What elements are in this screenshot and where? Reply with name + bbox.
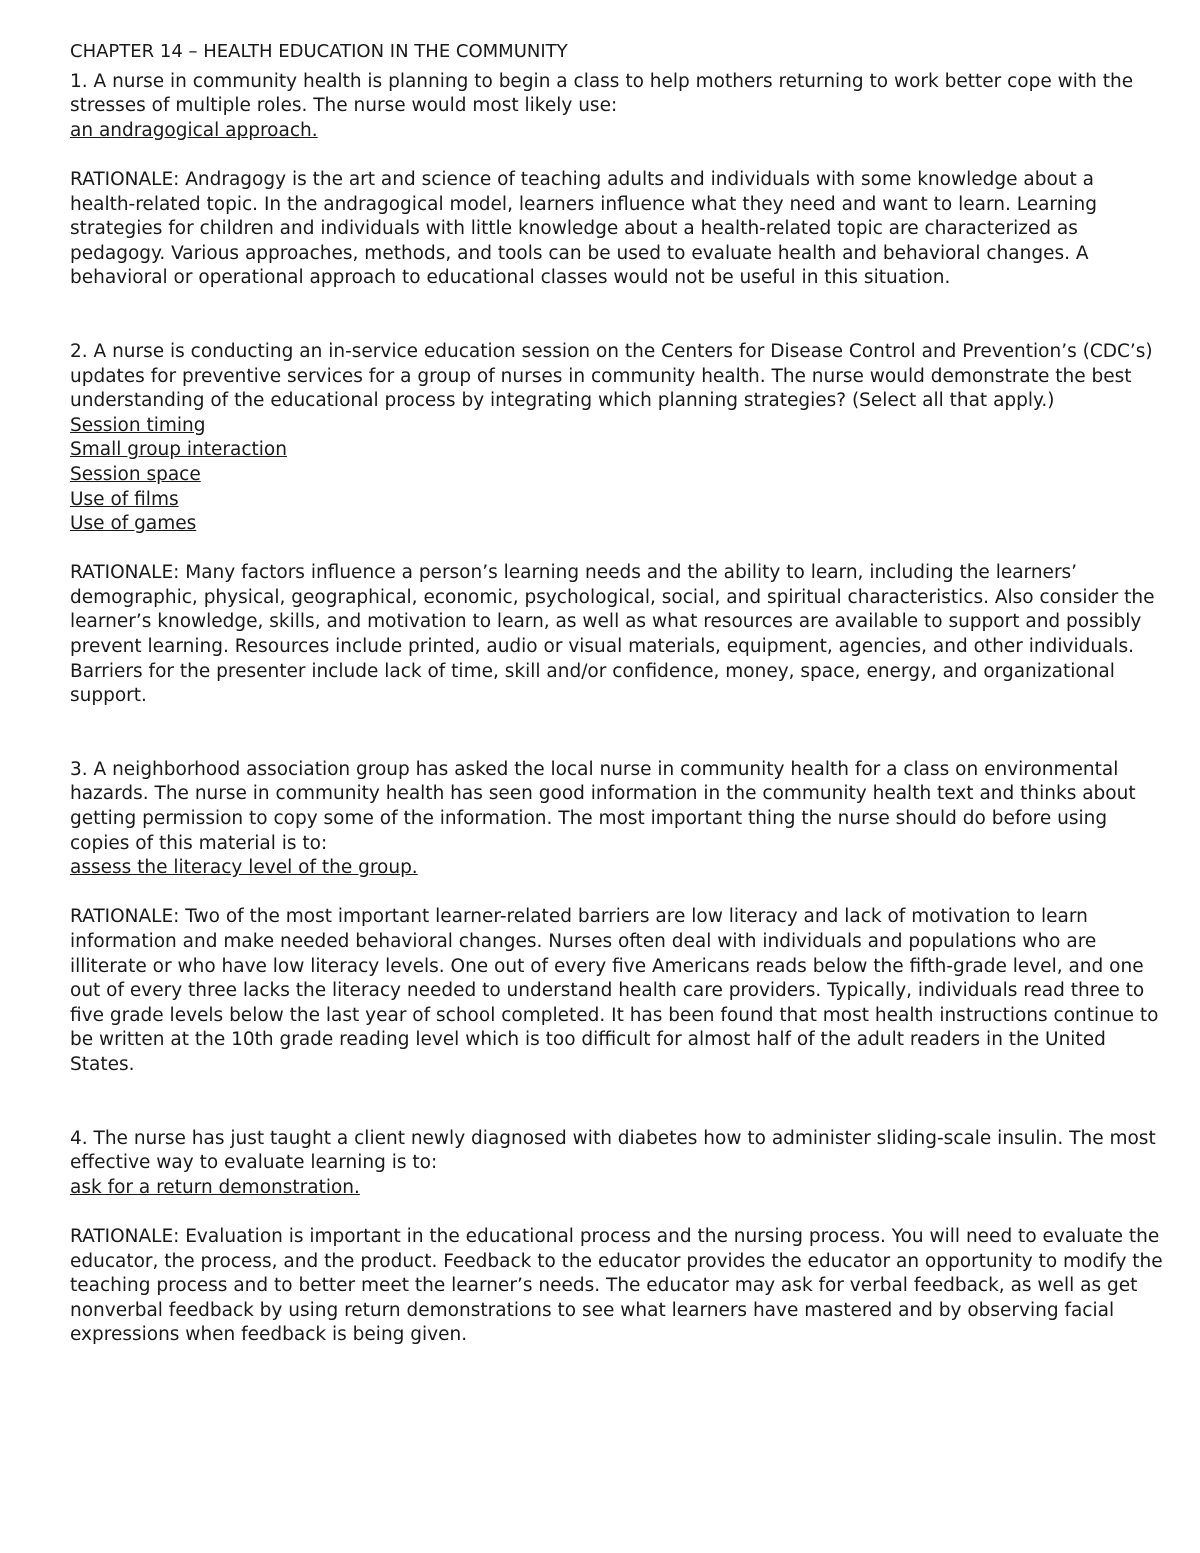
rationale: RATIONALE: Many factors influence a person’s learning needs and the ability to learn, including the learners’ demographic, physical, geographical, economic, psychological, social, and spiritual characteristics. Also consider the learner’s knowledge, skills, and motivation to learn, as well as what resources are available to support and possibly prevent learning. Resources include printed, audio or visual materials, equipment, agencies, and other individuals. Barriers for the presenter include lack of time, skill and/or confidence, money, space, energy, and organizational support. (70, 562, 1155, 707)
answer-option: ask for a return demonstration. (70, 1176, 360, 1198)
answer-option: an andragogical approach. (70, 119, 318, 141)
answer-option: Session space (70, 463, 201, 485)
question-prompt: 4. The nurse has just taught a client newly diagnosed with diabetes how to administer sliding-scale insulin. The most effective way to evaluate learning is to: (70, 1127, 1156, 1174)
spacer (70, 291, 1165, 340)
answer-option: Small group interaction (70, 439, 287, 461)
question-3 (70, 758, 1165, 1078)
document-title: CHAPTER 14 – HEALTH EDUCATION IN THE COMMUNITY (70, 41, 568, 62)
answer-option: Session timing (70, 414, 206, 436)
document-page (70, 40, 1165, 1348)
question-prompt: 2. A nurse is conducting an in-service education session on the Centers for Disease Control and Prevention’s (CDC’s) updates for preventive services for a group of nurses in community health. The nurse would demonstrate the best understanding of the educational process by integrating which planning strategies? (Select all that apply.) (70, 340, 1153, 412)
answer-option: Use of films (70, 488, 179, 510)
spacer (70, 709, 1165, 758)
question-prompt: 3. A neighborhood association group has asked the local nurse in community health for a class on environmental hazards. The nurse in community health has seen good information in the community health text and thinks about getting permission to copy some of the information. The most important thing the nurse should do before using copies of this material is to: (70, 758, 1136, 854)
rationale: RATIONALE: Evaluation is important in the educational process and the nursing process. You will need to evaluate the educator, the process, and the product. Feedback to the educator provides the educator an opportunity to modify the teaching process and to better meet the learner’s needs. The educator may ask for verbal feedback, as well as get nonverbal feedback by using return demonstrations to see what learners have mastered and by observing facial expressions when feedback is being given. (70, 1225, 1163, 1346)
answer-option: Use of games (70, 513, 197, 535)
question-4 (70, 1127, 1165, 1348)
answer-option: assess the literacy level of the group. (70, 857, 418, 879)
question-2 (70, 340, 1165, 709)
question-1 (70, 70, 1165, 291)
question-prompt: 1. A nurse in community health is planning to begin a class to help mothers returning to work better cope with the stresses of multiple roles. The nurse would most likely use: (70, 70, 1134, 117)
spacer (70, 1078, 1165, 1127)
rationale: RATIONALE: Andragogy is the art and science of teaching adults and individuals with some knowledge about a health-related topic. In the andragogical model, learners influence what they need and want to learn. Learning strategies for children and individuals with little knowledge about a health-related topic are characterized as pedagogy. Various approaches, methods, and tools can be used to evaluate health and behavioral changes. A behavioral or operational approach to educational classes would not be useful in this situation. (70, 168, 1098, 289)
rationale: RATIONALE: Two of the most important learner-related barriers are low literacy and lack of motivation to learn information and make needed behavioral changes. Nurses often deal with individuals and populations who are illiterate or who have low literacy levels. One out of every five Americans reads below the fifth-grade level, and one out of every three lacks the literacy needed to understand health care providers. Typically, individuals read three to five grade levels below the last year of school completed. It has been found that most health instructions continue to be written at the 10th grade reading level which is too difficult for almost half of the adult readers in the United States. (70, 906, 1159, 1075)
